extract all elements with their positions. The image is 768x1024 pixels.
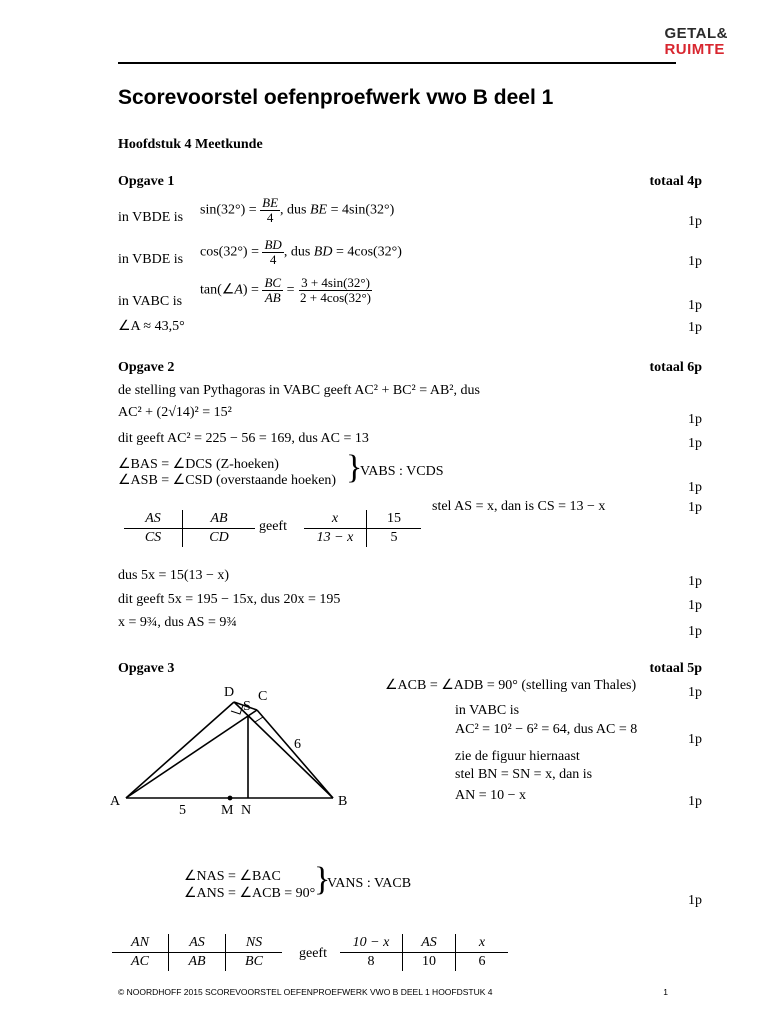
ratio-cell: CD (183, 529, 256, 548)
ratio-cell: AS (169, 934, 226, 953)
ratio-cell: x (456, 934, 509, 953)
publisher-logo (664, 26, 728, 58)
opgave2-point-7: 1p (688, 624, 702, 639)
opgave2-heading: Opgave 2 (118, 360, 175, 375)
opgave3-line3a: zie de figuur hiernaast (455, 749, 580, 764)
opgave3-point-2: 1p (688, 732, 702, 747)
opgave3-point-1: 1p (688, 685, 702, 700)
opgave1-total: totaal 4p (649, 174, 702, 189)
opgave2-point-5: 1p (688, 574, 702, 589)
ratio-cell: 10 (403, 953, 456, 972)
ratio-cell: CS (144, 530, 162, 545)
ratio-cell: AB (183, 510, 256, 529)
opgave3-point-4: 1p (688, 893, 702, 908)
label-s: S (243, 699, 251, 714)
page-number: 1 (663, 987, 668, 997)
opgave2-similarity: VABS : VCDS (360, 464, 444, 479)
opgave2-line1: de stelling van Pythagoras in VABC geeft AC² + BC² = AB², dus (118, 383, 480, 398)
opgave2-ratio-table-2 (304, 510, 421, 547)
opgave1-row1-expr: sin(32°) = $\frac{BE}{4}$ , dus BE = 4sin(32°) (200, 195, 395, 225)
opgave3-line4a: ∠NAS = ∠BAC (184, 869, 281, 884)
label-n: N (241, 803, 252, 818)
opgave1-row2-expr: cos(32°) = $\frac{BD}{4}$ , dus BD = 4cos(32°) (200, 237, 402, 267)
label-five: 5 (179, 803, 186, 818)
opgave2-point-1: 1p (688, 412, 702, 427)
opgave1-heading: Opgave 1 (118, 174, 175, 189)
opgave3-line3b: stel BN = SN = x, dan is (455, 767, 593, 782)
opgave2-point-3: 1p (688, 480, 702, 495)
opgave2-point-6: 1p (688, 598, 702, 613)
ratio-cell: BC (226, 953, 283, 972)
opgave3-ratio-table-2 (340, 934, 508, 971)
logo-line-1: GETAL& (664, 25, 728, 42)
opgave2-line7: dit geeft 5x = 195 − 15x, dus 20x = 195 (118, 592, 341, 607)
opgave2-total: totaal 6p (649, 360, 702, 375)
ratio-cell: 10 − x (340, 934, 403, 953)
opgave2-line2: AC² + (2√14)² = 15² (118, 405, 232, 420)
opgave3-line3c: AN = 10 − x (455, 788, 527, 803)
opgave2-ratio-table-1 (124, 510, 255, 547)
opgave1-row3 (118, 275, 372, 310)
ratio-cell: AN (112, 934, 169, 953)
opgave3-line2a: in VABC is (455, 703, 520, 718)
label-b: B (338, 794, 348, 809)
opgave2-line4b: ∠ASB = ∠CSD (overstaande hoeken) (118, 473, 337, 488)
opgave3-geeft: geeft (299, 946, 327, 961)
opgave2-point-4: 1p (688, 500, 702, 515)
ratio-cell: 13 − x (316, 530, 354, 545)
opgave1-row1 (118, 195, 395, 226)
opgave3-line2b: AC² = 10² − 6² = 64, dus AC = 8 (455, 722, 638, 737)
ratio-cell: 15 (367, 510, 422, 529)
segment-cb (257, 710, 333, 798)
segment-ac (126, 710, 257, 798)
label-a: A (110, 794, 121, 809)
opgave3-total: totaal 5p (649, 661, 702, 676)
opgave3-heading: Opgave 3 (118, 661, 175, 676)
opgave1-row1-pre: in VBDE is (118, 210, 184, 225)
ratio-cell: AS (124, 510, 183, 529)
ratio-cell: AC (131, 954, 149, 969)
chapter-heading: Hoofdstuk 4 Meetkunde (118, 137, 263, 152)
ratio-cell: x (304, 510, 367, 529)
ratio-cell: 8 (367, 954, 375, 969)
label-d: D (224, 685, 235, 700)
opgave2-line3: dit geeft AC² = 225 − 56 = 169, dus AC = 13 (118, 431, 369, 446)
label-c: C (258, 689, 268, 704)
triangle-figure (100, 680, 370, 820)
label-six: 6 (294, 737, 301, 752)
opgave2-brace: } (346, 449, 363, 486)
ratio-cell: AB (169, 953, 226, 972)
opgave2-line8: x = 9¾, dus AS = 9¾ (118, 615, 237, 630)
ratio-cell: 5 (367, 529, 422, 548)
point-m (228, 796, 233, 801)
opgave1-row4: ∠A ≈ 43,5° (118, 319, 185, 334)
opgave3-line1: ∠ACB = ∠ADB = 90° (stelling van Thales) (385, 678, 637, 693)
opgave3-similarity: VANS : VACB (327, 876, 412, 891)
opgave1-point-2: 1p (688, 254, 702, 269)
segment-ad (126, 702, 234, 798)
page-title: Scorevoorstel oefenproefwerk vwo B deel 1 (118, 86, 554, 109)
header-rule (118, 62, 676, 64)
opgave1-point-3: 1p (688, 298, 702, 313)
opgave3-point-3: 1p (688, 794, 702, 809)
opgave2-line4a: ∠BAS = ∠DCS (Z-hoeken) (118, 457, 279, 472)
right-angle-d (231, 705, 243, 714)
ratio-cell: AS (403, 934, 456, 953)
opgave1-point-1: 1p (688, 214, 702, 229)
opgave1-row3-expr: tan(∠A) = $\frac{BC}{AB}$ = $\frac{3 + 4\sin(32^\circ)}{2 + 4\cos(32^\circ)}$ (200, 275, 372, 305)
page-footer: © NOORDHOFF 2015 SCOREVOORSTEL OEFENPROEFWERK VWO B DEEL 1 HOOFDSTUK 4 (118, 987, 493, 997)
opgave1-row3-pre: in VABC is (118, 294, 183, 309)
opgave2-geeft: geeft (259, 519, 287, 534)
opgave2-line5: stel AS = x, dan is CS = 13 − x (432, 499, 606, 514)
ratio-cell: NS (226, 934, 283, 953)
opgave3-line4b: ∠ANS = ∠ACB = 90° (184, 886, 316, 901)
ratio-cell: 6 (456, 953, 509, 972)
opgave2-point-2: 1p (688, 436, 702, 451)
opgave1-row2-pre: in VBDE is (118, 252, 184, 267)
label-m: M (221, 803, 234, 818)
opgave1-row2 (118, 237, 402, 268)
opgave3-brace: } (314, 861, 331, 898)
opgave1-point-4: 1p (688, 320, 702, 335)
logo-line-2: RUIMTE (664, 41, 725, 58)
opgave2-line6: dus 5x = 15(13 − x) (118, 568, 230, 583)
opgave3-ratio-table-1 (112, 934, 282, 971)
